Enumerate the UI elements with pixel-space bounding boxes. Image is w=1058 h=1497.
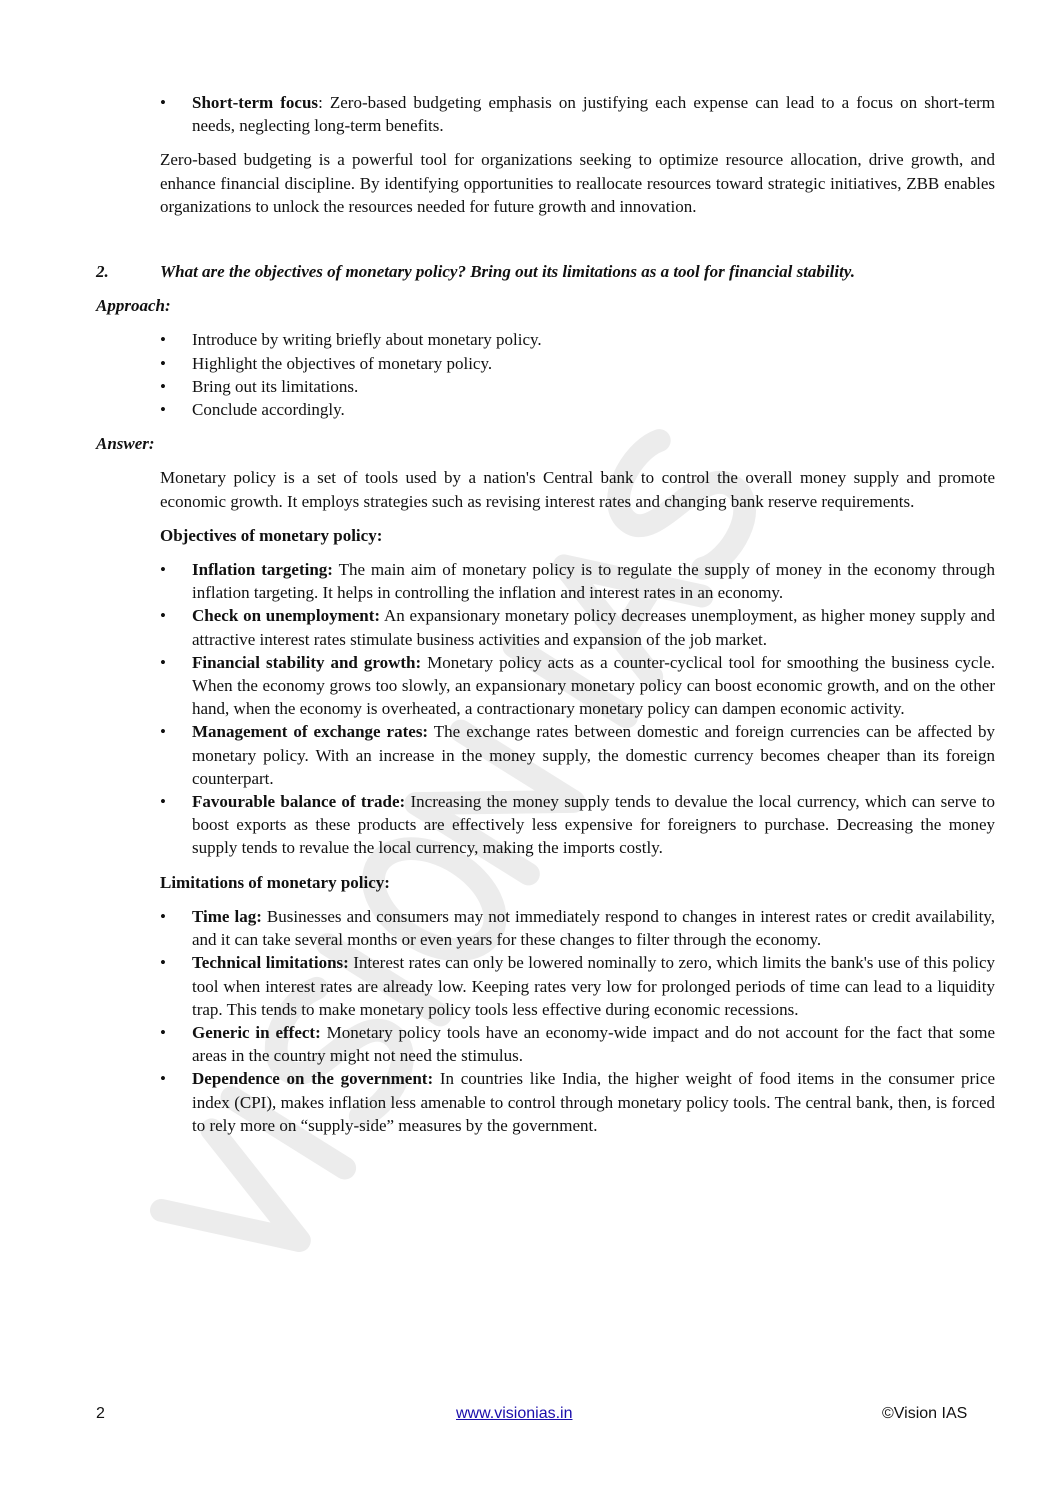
limitation-item: [160, 1067, 995, 1137]
item-text: Businesses and consumers may not immediately respond to changes in interest rates or credit availability, and it can take several months or even years for these changes to filter through the economy.: [192, 906, 995, 950]
item-text: In countries like India, the higher weight of food items in the consumer price index (CPI), makes inflation less amenable to control through monetary policy tools. The central bank, then, is forced to rely more on “supply-side” measures by the government.: [192, 1069, 995, 1135]
item-term: Favourable balance of trade:: [192, 792, 406, 812]
limitations-heading: Limitations of monetary policy:: [160, 872, 390, 892]
watermark-letter: [161, 1130, 324, 1281]
item-term: Technical limitations:: [192, 953, 349, 973]
bullet-short-term-focus: [160, 91, 995, 137]
bullet-term: Short-term focus: [192, 93, 319, 112]
objective-item: [160, 604, 995, 650]
item-text: Interest rates can only be lowered nominally to zero, which limits the bank's use of this policy tool when interest rates are already low. Keeping rates very low for prolonged periods of time can lead to a liquidity trap. This tends to make monetary policy tools less effective during economic recessions.: [192, 953, 995, 1019]
item-term: Time lag:: [192, 906, 262, 926]
item-term: Management of exchange rates:: [192, 722, 429, 742]
objective-item: [160, 651, 995, 721]
item-term: Generic in effect:: [192, 1022, 321, 1042]
approach-heading: Approach:: [96, 296, 171, 316]
page-content: [0, 91, 1058, 1137]
item-text: The main aim of monetary policy is to regulate the supply of money in the economy through inflation targeting. It helps in controlling the inflation and interest rates in an economy.: [192, 560, 995, 603]
item-text: Increasing the money supply tends to devalue the local currency, which can serve to boost exports as these products are effectively less expensive for foreigners to purchase. Decreasing the money supply tends to revalue the local currency, making the imports costly.: [192, 792, 995, 858]
question-text: What are the objectives of monetary policy? Bring out its limitations as a tool for financial stability.: [160, 262, 855, 282]
question-number: 2.: [96, 262, 109, 282]
website-link[interactable]: www.visionias.in: [456, 1405, 573, 1422]
item-text: Monetary policy acts as a counter-cyclical tool for smoothing the business cycle. When the economy grows too slowly, an expansionary monetary policy can boost economic growth, and on the other hand, when the economy is overheated, a contractionary monetary policy can dampen economic activity.: [192, 652, 995, 719]
page-number: 2: [96, 1405, 105, 1422]
objective-item: [160, 720, 995, 790]
item-text: The exchange rates between domestic and foreign currencies can be affected by monetary policy. With an increase in the money supply, the domestic currency becomes cheaper than its foreign counterpart.: [192, 722, 995, 788]
item-term: Dependence on the government:: [192, 1069, 434, 1089]
item-text: Monetary policy tools have an economy-wide impact and do not account for the fact that some areas in the country might not need the stimulus.: [192, 1022, 995, 1066]
answer-intro: Monetary policy is a set of tools used by a nation's Central bank to control the overall money supply and promote economic growth. It employs strategies such as revising interest rates and changing bank reserve requirements.: [160, 468, 995, 511]
objective-item: [160, 790, 995, 860]
approach-item: • Conclude accordingly.: [160, 398, 995, 421]
limitation-item: [160, 1021, 995, 1067]
item-text: An expansionary monetary policy decreases unemployment, as higher money supply and attractive interest rates stimulate business activities and expansion of the job market.: [192, 606, 996, 649]
limitation-item: [160, 951, 995, 1021]
bullet-text: : Zero-based budgeting emphasis on justifying each expense can lead to a focus on short-term needs, neglecting long-term benefits.: [192, 93, 996, 136]
answer-heading: Answer:: [96, 434, 155, 454]
question: [96, 260, 995, 283]
item-term: Financial stability and growth:: [192, 652, 422, 672]
item-term: Inflation targeting:: [192, 560, 333, 580]
objective-item: [160, 558, 995, 604]
objectives-heading: Objectives of monetary policy:: [160, 525, 383, 545]
zbb-paragraph: Zero-based budgeting is a powerful tool for organizations seeking to optimize resource allocation, drive growth, and enhance financial discipline. By identifying opportunities to reallocate resources toward strategic initiatives, ZBB enables organizations to unlock the resources needed for future growth and innovation.: [160, 150, 995, 216]
limitation-item: [160, 905, 995, 951]
approach-item: • Highlight the objectives of monetary policy.: [160, 352, 995, 375]
approach-item: • Introduce by writing briefly about monetary policy.: [160, 328, 995, 351]
copyright: ©Vision IAS: [882, 1405, 968, 1422]
item-term: Check on unemployment:: [192, 606, 381, 626]
page-footer: [0, 1384, 1058, 1424]
approach-item: • Bring out its limitations.: [160, 375, 995, 398]
